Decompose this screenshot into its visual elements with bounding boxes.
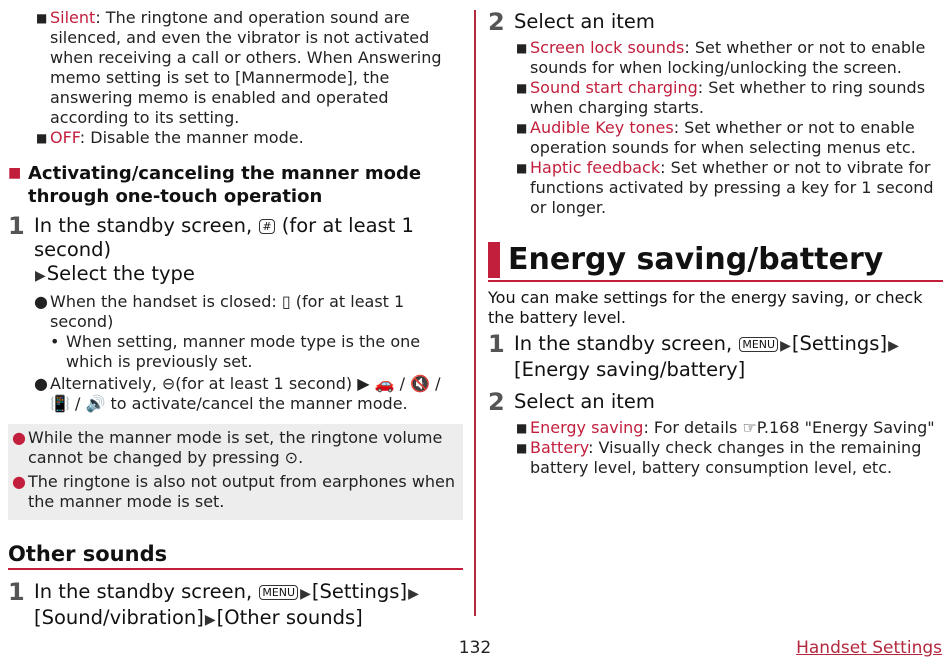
- silent-item: [36, 8, 463, 128]
- silent-text: : The ringtone and operation sound are silenced, and even the vibrator is not activated when receiving a call or others. When Answering memo setting is set to [Mannermode], the answering memo is enabled and operated according to its setting.: [50, 8, 442, 127]
- closed-note: ● When the handset is closed: ▯ (for at least 1 second): [34, 292, 405, 331]
- square-bullet-icon: ■: [516, 41, 528, 55]
- subheading-manner-mode: ■ Activating/canceling the manner mode through one-touch operation: [8, 163, 422, 207]
- section-link[interactable]: Handset Settings: [796, 638, 942, 658]
- dot-bullet-icon: ●: [12, 472, 26, 491]
- square-bullet-icon: ■: [516, 81, 528, 95]
- item-energy-saving: ■ Energy saving: For details ☞P.168 "Energy Saving": [516, 418, 935, 437]
- step-number: 1: [8, 212, 25, 240]
- arrow-icon: ▶: [780, 338, 791, 354]
- dot-bullet-icon: ●: [12, 428, 26, 447]
- note-item: ● While the manner mode is set, the ringtone volume cannot be changed by pressing ⊙.: [12, 428, 443, 467]
- step-1: 1 In the standby screen, # (for at least 1 second) ▶Select the type: [8, 214, 463, 288]
- page-number: 132: [458, 638, 492, 658]
- menu-key-icon: MENU: [739, 337, 778, 352]
- setting-subnote: • When setting, manner mode type is the one which is previously set.: [50, 332, 421, 371]
- step-number: 2: [488, 388, 505, 416]
- square-bullet-icon: ■: [36, 131, 48, 145]
- square-bullet-icon: ■: [516, 441, 528, 455]
- note-item: ● The ringtone is also not output from earphones when the manner mode is set.: [12, 472, 456, 511]
- column-divider: [474, 10, 476, 616]
- off-item: [36, 128, 463, 148]
- item-haptic-feedback: ■ Haptic feedback: Set whether or not to vibrate for functions activated by pressing a key for 1 second or longer.: [516, 158, 934, 217]
- arrow-icon: ▶: [408, 586, 419, 602]
- menu-key-icon: MENU: [259, 585, 298, 600]
- section-title-energy: Energy saving/battery: [488, 240, 943, 282]
- square-bullet-icon: ■: [516, 161, 528, 175]
- section-title-other-sounds: Other sounds: [8, 542, 463, 570]
- silent-term: Silent: [50, 8, 96, 27]
- off-text: : Disable the manner mode.: [79, 128, 304, 147]
- energy-step-1: 1 In the standby screen, MENU ▶[Settings]▶ [Energy saving/battery]: [488, 330, 899, 381]
- item-audible-key-tones: ■ Audible Key tones: Set whether or not to enable operation sounds for when selecting menus etc.: [516, 118, 916, 157]
- arrow-icon: ▶: [888, 338, 899, 354]
- title-bar: [488, 242, 500, 278]
- step-number: 1: [488, 330, 505, 358]
- step-number: 1: [8, 578, 25, 606]
- off-term: OFF: [50, 128, 80, 147]
- energy-intro: You can make settings for the energy saving, or check the battery level.: [488, 288, 923, 327]
- step-number: 2: [488, 8, 505, 36]
- dot-bullet-icon: ●: [34, 374, 48, 393]
- square-bullet-icon: ■: [516, 121, 528, 135]
- right-column: [488, 8, 943, 478]
- notes-box: [8, 424, 463, 520]
- square-bullet-icon: ■: [36, 11, 48, 25]
- item-sound-start-charging: ■ Sound start charging: Set whether to ring sounds when charging starts.: [516, 78, 926, 117]
- item-screen-lock-sounds: ■ Screen lock sounds: Set whether or not to enable sounds for when locking/unlocking the screen.: [516, 38, 926, 77]
- small-dot-icon: •: [50, 332, 60, 351]
- item-battery: ■ Battery: Visually check changes in the remaining battery level, battery consumption level, etc.: [516, 438, 922, 477]
- arrow-icon: ▶: [35, 268, 46, 284]
- hash-key-icon: #: [259, 219, 274, 234]
- dot-bullet-icon: ●: [34, 292, 48, 311]
- energy-step-2: 2 Select an item: [488, 388, 655, 416]
- square-bullet-icon: ■: [516, 421, 528, 435]
- arrow-icon: ▶: [204, 612, 216, 628]
- step-2: 2 Select an item: [488, 8, 655, 36]
- left-column: [8, 8, 463, 636]
- alternative-note: ● Alternatively, ⊖(for at least 1 second) ▶ 🚗 / 🔇 / 📳 / 🔊 to activate/cancel the manner mode.: [34, 374, 441, 413]
- square-bullet-icon: ■: [8, 165, 22, 181]
- other-step-1: 1 In the standby screen, MENU ▶[Settings]▶ [Sound/vibration]▶[Other sounds]: [8, 580, 463, 632]
- arrow-icon: ▶: [300, 586, 311, 602]
